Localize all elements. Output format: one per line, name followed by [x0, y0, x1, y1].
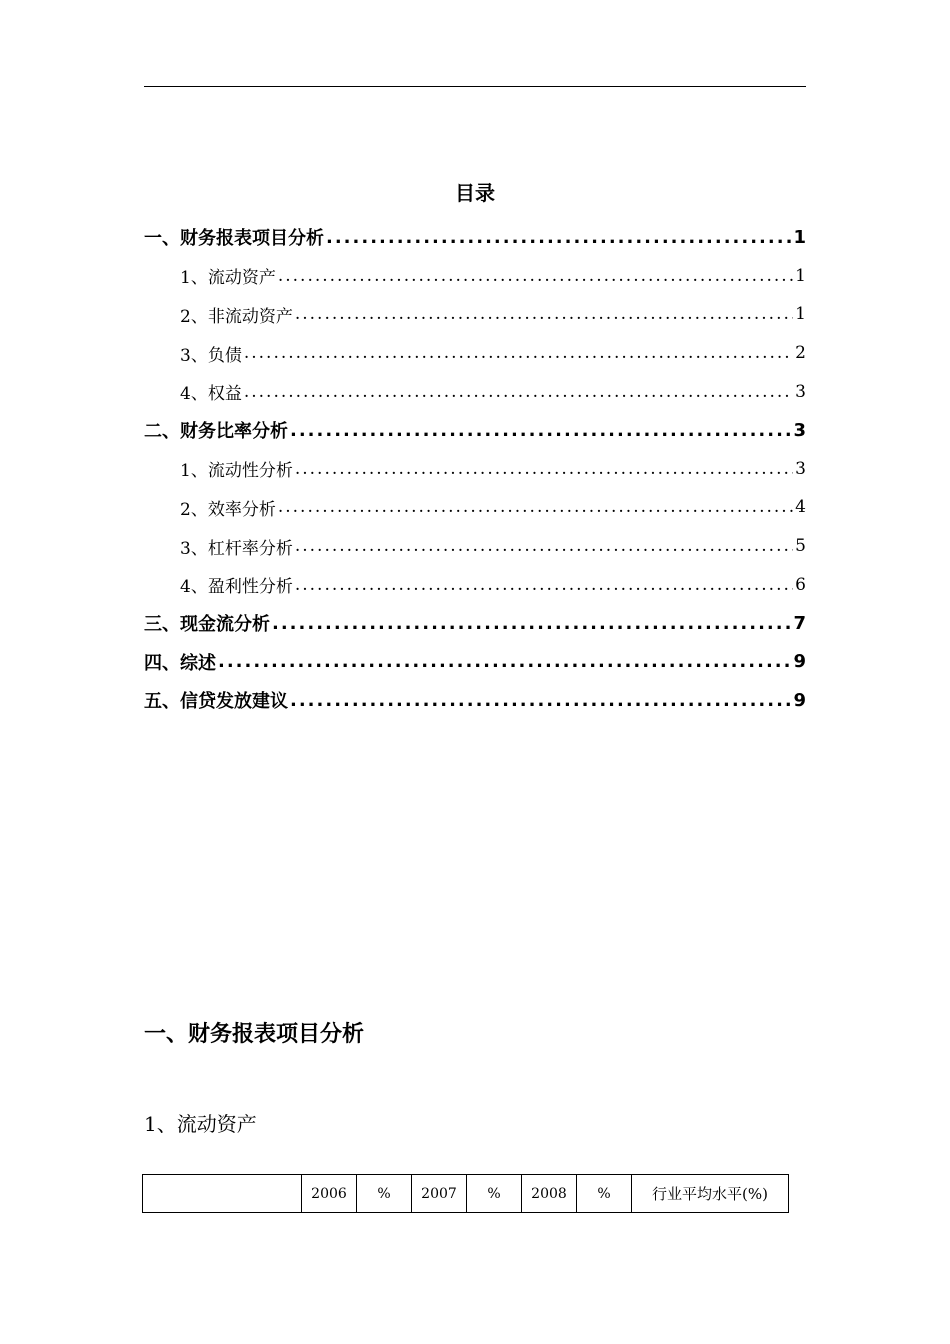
toc-leader-dots: [295, 304, 793, 324]
table-header-cell: %: [357, 1175, 412, 1213]
toc-entry-label: 三、现金流分析: [144, 614, 270, 636]
toc-leader-dots: [295, 575, 793, 595]
toc-entry-page: 2: [795, 343, 806, 364]
toc-entry-label: 二、财务比率分析: [144, 421, 288, 443]
toc-entry-page: 3: [793, 419, 806, 441]
table-of-contents: [144, 218, 806, 720]
toc-leader-dots: [278, 497, 793, 517]
section-heading: 一、财务报表项目分析: [144, 1022, 365, 1047]
toc-entry-label: 1、流动性分析: [180, 461, 293, 482]
toc-entry[interactable]: [144, 527, 806, 566]
toc-entry-label: 2、非流动资产: [180, 306, 293, 327]
toc-entry[interactable]: [144, 334, 806, 373]
toc-entry[interactable]: [144, 450, 806, 489]
toc-entry-label: 一、财务报表项目分析: [144, 228, 324, 250]
toc-entry[interactable]: [144, 488, 806, 527]
toc-entry-label: 4、权益: [180, 384, 242, 405]
toc-entry-page: 3: [795, 381, 806, 402]
toc-entry-page: 1: [795, 304, 806, 325]
table-header-cell: %: [577, 1175, 632, 1213]
toc-leader-dots: [290, 420, 791, 441]
table-header-cell: 2007: [412, 1175, 467, 1213]
toc-entry-page: 9: [793, 689, 806, 711]
toc-leader-dots: [326, 227, 791, 248]
table-header-row: [143, 1175, 789, 1213]
toc-entry[interactable]: [144, 372, 806, 411]
table-header-cell: [143, 1175, 302, 1213]
toc-leader-dots: [218, 651, 791, 672]
toc-entry[interactable]: [144, 218, 806, 257]
toc-leader-dots: [244, 382, 793, 402]
toc-entry-page: 7: [793, 612, 806, 634]
toc-leader-dots: [290, 690, 791, 711]
toc-entry-label: 四、综述: [144, 652, 216, 674]
toc-entry-page: 3: [795, 458, 806, 479]
table-header-cell: 2006: [302, 1175, 357, 1213]
table-header-cell: 行业平均水平(%): [632, 1175, 789, 1213]
toc-entry[interactable]: [144, 604, 806, 643]
toc-entry[interactable]: [144, 565, 806, 604]
toc-entry-page: 1: [793, 226, 806, 248]
toc-entry-label: 3、杠杆率分析: [180, 538, 293, 559]
toc-title: 目录: [455, 181, 495, 205]
toc-entry-page: 4: [795, 497, 806, 518]
toc-entry[interactable]: [144, 411, 806, 450]
toc-leader-dots: [295, 459, 793, 479]
table-header-cell: 2008: [522, 1175, 577, 1213]
toc-entry-page: 1: [795, 265, 806, 286]
header-rule: [144, 86, 806, 87]
toc-entry-label: 1、流动资产: [180, 268, 276, 289]
toc-entry[interactable]: [144, 681, 806, 720]
toc-entry-label: 2、效率分析: [180, 499, 276, 520]
table-header-cell: %: [467, 1175, 522, 1213]
toc-entry-label: 4、盈利性分析: [180, 577, 293, 598]
toc-entry[interactable]: [144, 257, 806, 296]
toc-entry[interactable]: [144, 295, 806, 334]
toc-leader-dots: [295, 536, 793, 556]
toc-entry[interactable]: [144, 643, 806, 682]
toc-leader-dots: [272, 613, 791, 634]
toc-entry-page: 6: [795, 574, 806, 595]
subsection-heading: 1、流动资产: [144, 1112, 257, 1136]
toc-leader-dots: [244, 343, 793, 363]
current-assets-table: [142, 1174, 789, 1213]
toc-leader-dots: [278, 266, 793, 286]
toc-entry-label: 3、负债: [180, 345, 242, 366]
toc-entry-page: 9: [793, 651, 806, 673]
toc-entry-page: 5: [795, 536, 806, 557]
toc-entry-label: 五、信贷发放建议: [144, 691, 288, 713]
